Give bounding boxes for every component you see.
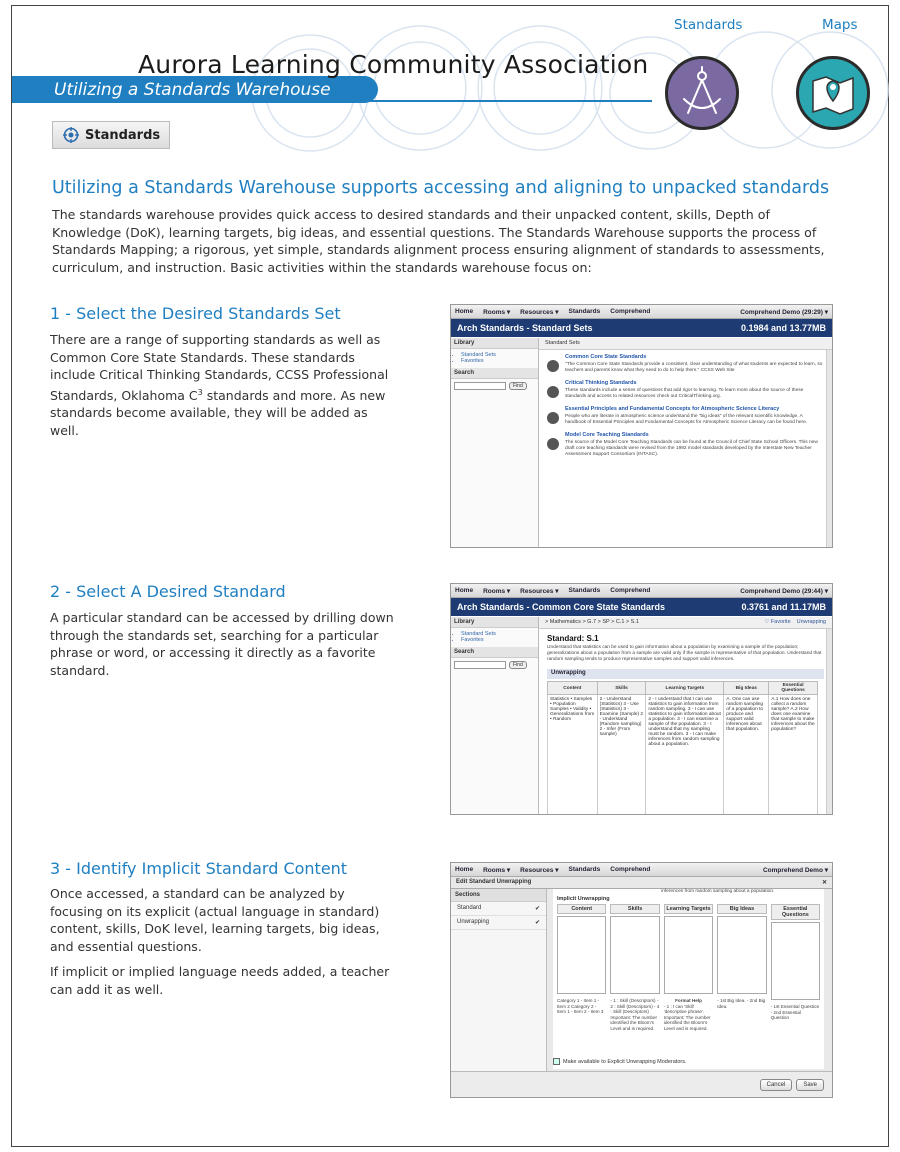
user-menu[interactable]: Comprehend Demo (29:29) ▾	[740, 308, 828, 316]
app-header	[451, 319, 832, 337]
library-header: Library	[451, 338, 538, 349]
intro-paragraph: The standards warehouse provides quick access to desired standards and their unpacked content, skills, Depth of Knowledge (DoK), learning targets, big ideas, and essential questions. The Standards Warehouse supports the process of Standards Mapping; a rigorous, yet simple, standards alignment process ensuring alignment of standards to assessments, curriculum, and instruction. Basic activities within the standards warehouse focus on:	[52, 207, 825, 275]
format-help-label: Format Help	[675, 998, 702, 1003]
list-item[interactable]: Critical Thinking Standards These standards include a series of questions that add rigor to learning. To learn more about the source of these standards and access to related resources check out CriticalThinking.org.	[539, 376, 832, 402]
app-header	[451, 598, 832, 616]
library-header: Library	[451, 617, 538, 628]
section-row-standard[interactable]: Standard ✔	[451, 902, 546, 916]
toolbar-comprehend[interactable]: Comprehend	[610, 587, 651, 594]
banner-rule	[12, 100, 652, 102]
standard-text: Understand that statistics can be used to gain information about a population by examining a sample of the population; generalizations about a population from a sample are valid only if the sample is representative of that population. Understand that random sampling tends to produce representative samples and support valid inferences.	[547, 645, 822, 662]
format-help-text: - 1st Big Idea. - 2nd Big Idea.	[717, 998, 766, 1009]
app-toolbar	[451, 863, 832, 877]
main-heading: Utilizing a Standards Warehouse supports accessing and aligning to unpacked standards	[52, 178, 830, 198]
skills-textarea[interactable]	[610, 916, 659, 994]
moderators-option[interactable]	[553, 1058, 687, 1065]
find-button[interactable]: Find	[509, 382, 527, 390]
implicit-unwrapping-label: Implicit Unwrapping	[557, 896, 610, 902]
app-stats: 0.3761 and 11.17MB	[741, 602, 826, 612]
toolbar-resources[interactable]: Resources ▾	[520, 587, 559, 595]
pin-icon	[547, 412, 559, 424]
search-input[interactable]	[454, 382, 506, 390]
toolbar-home[interactable]: Home	[455, 587, 474, 594]
toolbar-home[interactable]: Home	[455, 866, 474, 873]
library-item[interactable]: • Standard Sets	[461, 631, 538, 637]
column-header: Essential Questions	[769, 682, 818, 695]
maps-pin-icon[interactable]	[796, 56, 870, 130]
big-ideas-textarea[interactable]	[717, 916, 766, 994]
library-panel	[451, 338, 539, 547]
save-button[interactable]: Save	[796, 1079, 824, 1091]
toolbar-standards[interactable]: Standards	[568, 308, 601, 315]
section-1-heading: 1 - Select the Desired Standards Set	[50, 304, 341, 323]
check-icon: ✔	[534, 920, 540, 926]
dialog-title: Edit Standard Unwrapping	[456, 879, 532, 885]
learning-targets-textarea[interactable]	[664, 916, 713, 994]
library-item[interactable]: • Favorites	[461, 358, 538, 364]
search-header: Search	[451, 647, 538, 658]
org-title: Aurora Learning Community Association	[138, 50, 649, 79]
list-item[interactable]: Model Core Teaching Standards The source of the Model Core Teaching Standards can be found at the Council of Chief State School Officers. This new draft core teaching standards were revised from the 1992 model standards developed by the Interstate New Teacher Assessment Support Consortium (INTASC).	[539, 428, 832, 460]
pin-icon	[547, 386, 559, 398]
library-item[interactable]: • Standard Sets	[461, 352, 538, 358]
list-item[interactable]: Common Core State Standards "The Common Core State Standards provide a consistent, clear understanding of what students are expected to learn, so teachers and parents know what they need to do to help them." CCSS Web Site	[539, 350, 832, 376]
pin-icon	[547, 438, 559, 450]
toolbar-resources[interactable]: Resources ▾	[520, 308, 559, 316]
column-header: Big Ideas	[724, 682, 769, 695]
app-title: Arch Standards - Standard Sets	[457, 323, 593, 333]
unwrapping-table	[547, 681, 818, 814]
screenshot-edit-unwrapping	[450, 862, 833, 1098]
previous-text: inferences from random sampling about a population.	[661, 889, 775, 894]
find-button[interactable]: Find	[509, 661, 527, 669]
toolbar-resources[interactable]: Resources ▾	[520, 866, 559, 874]
app-title: Arch Standards - Common Core State Standards	[457, 602, 666, 612]
column-header: Content	[557, 904, 606, 914]
user-menu[interactable]: Comprehend Demo ▾	[762, 866, 828, 874]
standard-sets-content	[539, 338, 832, 547]
search-input[interactable]	[454, 661, 506, 669]
screenshot-standard-sets	[450, 304, 833, 548]
format-help-text: - 1 : Skill (Descriptors) - 2 : Skill (Descriptors) - 4 : Skill (Descriptors) Important: The number identified the Bloom's Level and is required.	[610, 998, 660, 1031]
column-header: Skills	[610, 904, 659, 914]
search-header: Search	[451, 368, 538, 379]
app-stats: 0.1984 and 13.77MB	[740, 323, 826, 333]
nav-standards-link[interactable]: Standards	[674, 17, 743, 33]
content-textarea[interactable]	[557, 916, 606, 994]
unwrapping-header: Unwrapping	[547, 669, 824, 679]
breadcrumb: > Mathematics > G.7 > SP > C.1 > S.1 ♡ Favorite Unwrapping	[539, 617, 832, 629]
dialog-footer	[451, 1071, 832, 1097]
section-row-unwrapping[interactable]: Unwrapping ✔	[451, 916, 546, 930]
sections-header: Sections	[451, 889, 546, 902]
standards-compass-icon[interactable]	[665, 56, 739, 130]
standard-title: Standard: S.1	[547, 634, 599, 643]
list-item[interactable]: Essential Principles and Fundamental Concepts for Atmospheric Science Literacy People who are literate in atmospheric science understand the "big ideas" of the relevant scientific knowledge. A handbook of Essential Principles and Fundamental Concepts for Atmospheric Science Literacy can be found here.	[539, 402, 832, 428]
column-header: Content	[548, 682, 598, 695]
toolbar-rooms[interactable]: Rooms ▾	[483, 866, 511, 874]
user-menu[interactable]: Comprehend Demo (29:44) ▾	[740, 587, 828, 595]
toolbar-home[interactable]: Home	[455, 308, 474, 315]
dialog-title-bar	[451, 877, 832, 889]
standards-button[interactable]	[52, 121, 170, 149]
library-item[interactable]: • Favorites	[461, 637, 538, 643]
target-icon	[63, 127, 79, 143]
column-header: Essential Questions	[771, 904, 820, 920]
section-2-text: A particular standard can be accessed by drilling down through the standards set, searching for a particular phrase or word, or accessing it directly as a favorite standard.	[50, 610, 394, 678]
pin-icon	[547, 360, 559, 372]
format-help-text: - 1st Essential Question - 2nd Essential Question	[770, 1004, 820, 1021]
toolbar-rooms[interactable]: Rooms ▾	[483, 308, 511, 316]
cancel-button[interactable]: Cancel	[760, 1079, 793, 1091]
standard-detail-content	[539, 617, 832, 814]
toolbar-comprehend[interactable]: Comprehend	[610, 308, 651, 315]
format-help-text: Category 1 - Item 1 - Item 2 Category 2 - Item 1 - Item 2 - Item 3	[557, 998, 604, 1015]
column-header: Learning Targets	[646, 682, 724, 695]
section-3-text: Once accessed, a standard can be analyzed by focusing on its explicit (actual language in standard) content, skills, DoK level, learning targets, big ideas, and essential questions. If implicit or implied language needs added, a teacher can add it as well.	[50, 886, 390, 997]
app-toolbar	[451, 584, 832, 598]
section-3-heading: 3 - Identify Implicit Standard Content	[50, 859, 348, 878]
unwrapping-link[interactable]: Unwrapping	[796, 619, 826, 625]
format-help-text: - 1 : I can 'Skill' 'descriptive phrase'. Important: The number identified the Bloom's Level and is required.	[663, 1003, 711, 1031]
library-panel	[451, 617, 539, 814]
unwrapping-editor	[553, 889, 824, 1069]
nav-maps-link[interactable]: Maps	[822, 17, 858, 33]
standards-button-label: Standards	[85, 127, 161, 143]
section-2-heading: 2 - Select A Desired Standard	[50, 582, 286, 601]
scrollbar[interactable]	[826, 350, 832, 547]
moderators-checkbox[interactable]	[553, 1058, 560, 1065]
moderators-label: Make available to Explicit Unwrapping Moderators.	[563, 1058, 687, 1065]
scrollbar[interactable]	[826, 629, 832, 814]
close-icon[interactable]: ✕	[821, 880, 827, 886]
toolbar-standards[interactable]: Standards	[568, 866, 601, 873]
column-header: Big Ideas	[717, 904, 766, 914]
section-1-text: There are a range of supporting standards as well as Common Core State Standards. These standards include Critical Thinking Standards, CCSS Professional Standards, Oklahoma $C^3$ standards and more. As new standards become available, they will be added as well.	[50, 332, 389, 438]
toolbar-rooms[interactable]: Rooms ▾	[483, 587, 511, 595]
sections-panel	[451, 889, 547, 1097]
app-toolbar	[451, 305, 832, 319]
breadcrumb: Standard Sets	[539, 338, 832, 350]
check-icon: ✔	[534, 906, 540, 912]
page-subtitle: Utilizing a Standards Warehouse	[54, 80, 331, 100]
toolbar-comprehend[interactable]: Comprehend	[610, 866, 651, 873]
essential-questions-textarea[interactable]	[771, 922, 820, 1000]
favorite-link[interactable]: ♡ Favorite	[764, 619, 791, 625]
column-header: Skills	[597, 682, 646, 695]
column-header: Learning Targets	[664, 904, 713, 914]
toolbar-standards[interactable]: Standards	[568, 587, 601, 594]
table-row: Statistics • Samples • Population Samples • Validity • Generalizations from • Random 2 - Understand (Statistics) 3 - Use (Statistics) 3 - Examine (Sample) 2 - Understand (Random sampling) 2 - Infer (From sample) 2 - I understand that I can use statistics to gain information from random sampling. 3 - I can use statistics to gain information about a population. 3 - I can examine a sample of the population. 3 - I understand that my sampling must be random. 3 - I can make inferences from random sampling about a population. A. One can use random sampling of a population to produce and support valid inferences about that population. A.1 How does one collect a random sample? A.2 How does one examine that sample to make inferences about the population?	[548, 695, 818, 815]
screenshot-common-core	[450, 583, 833, 815]
